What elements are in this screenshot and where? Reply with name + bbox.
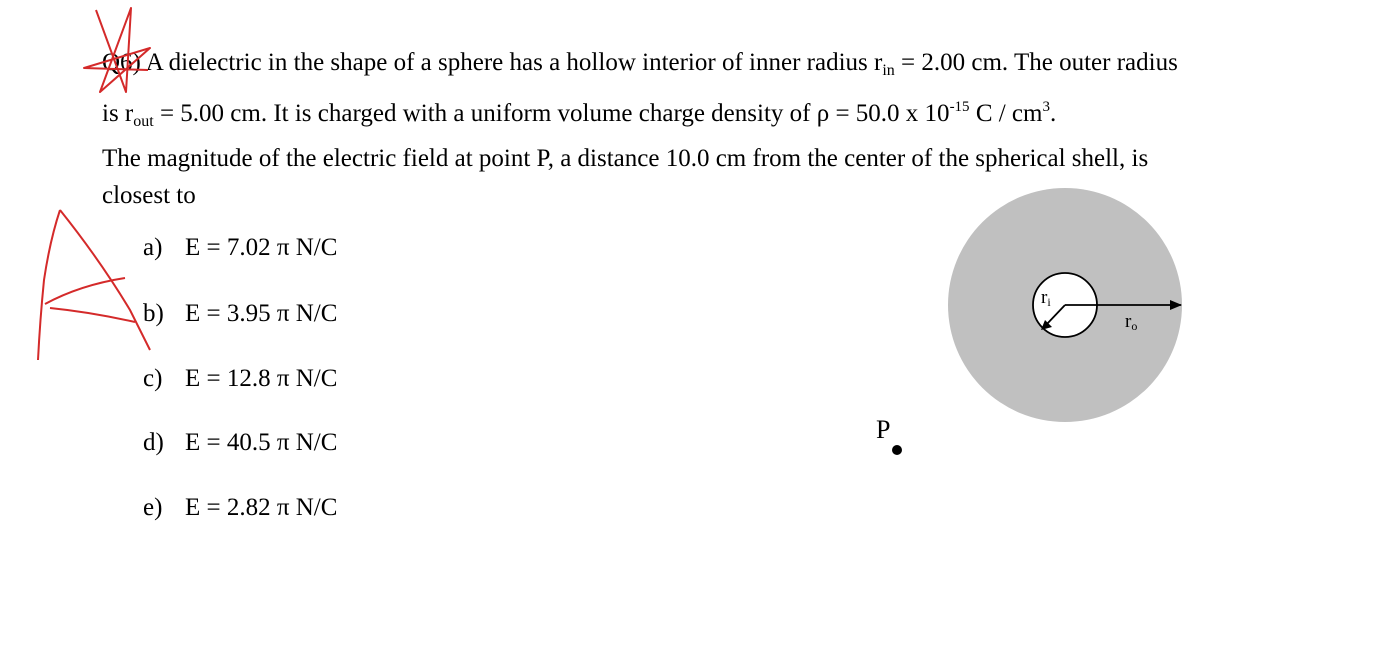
answer-letter: c) bbox=[143, 365, 163, 392]
answer-letter: b) bbox=[143, 300, 164, 327]
answer-text: E = 3.95 π N/C bbox=[185, 300, 338, 327]
question-line-4: closest to bbox=[102, 182, 196, 209]
question-number: Q6) bbox=[102, 49, 141, 76]
cubed-superscript: 3 bbox=[1042, 99, 1050, 115]
point-p-dot bbox=[892, 445, 902, 455]
outer-radius-subscript: out bbox=[133, 113, 154, 130]
answer-letter: e) bbox=[143, 494, 163, 521]
question-line-2: is $r_{out} = 5.00$ cm. It is charged with a uniform volume charge density of ρ = 50.0 x $10^{-15}$ C / $cm^3$. bbox=[102, 99, 1057, 130]
answer-text: E = 7.02 π N/C bbox=[185, 234, 338, 261]
outer-radius-label: ro bbox=[1125, 311, 1138, 333]
answer-text: E = 2.82 π N/C bbox=[185, 494, 338, 521]
answer-text: E = 12.8 π N/C bbox=[185, 365, 338, 392]
question-line-3: The magnitude of the electric field at point P, a distance 10.0 cm from the center of the spherical shell, is bbox=[102, 145, 1149, 172]
answer-text: E = 40.5 π N/C bbox=[185, 429, 338, 456]
point-p-label: P bbox=[876, 415, 891, 444]
answer-letter: a) bbox=[143, 234, 163, 261]
inner-radius-subscript: in bbox=[882, 62, 895, 79]
exponent-superscript: -15 bbox=[949, 99, 970, 115]
inner-radius-label: ri bbox=[1041, 287, 1051, 309]
question-line-1: Q6) A dielectric in the shape of a sphere has a hollow interior of inner radius $r_{in} = 2.00$ cm. The outer radius bbox=[102, 49, 1178, 79]
answer-letter: d) bbox=[143, 429, 164, 456]
